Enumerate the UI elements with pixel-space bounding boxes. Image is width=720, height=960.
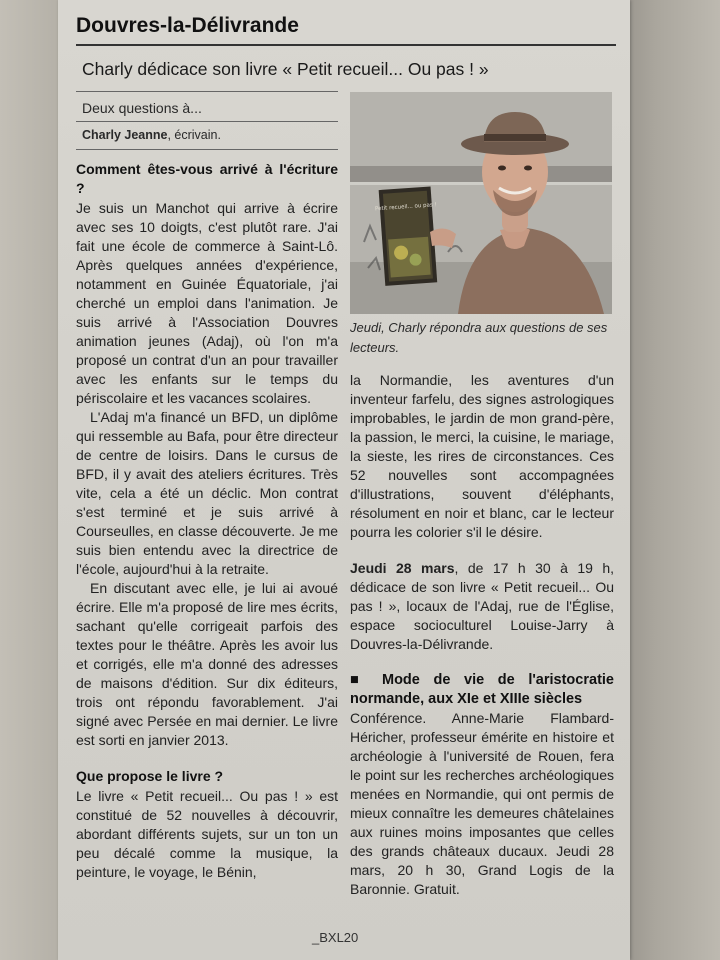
background-left [0, 0, 62, 960]
event-date: Jeudi 28 mars [350, 560, 455, 576]
section-title: Douvres-la-Délivrande [76, 14, 299, 37]
answer-2-paragraph-right: la Normandie, les aventures d'un inventeur farfelu, des signes astrologiques improbables, le jardin de mon grand-père, la passion, le merci, la cuisine, le mariage, la sieste, les rires de circonstances. Ces 52 nouvelles sont accompagnées d'illustrations, souvent d'éléphants, résolument en noir et blanc, car le lecteur pourra les colorier s'il le désire. [350, 372, 614, 540]
answer-1-paragraph-2: L'Adaj m'a financé un BFD, un diplôme qui ressemble au Bafa, pour être directeur de centre de loisirs. Dans le cursus de BFD, il y avait des ateliers écritures. Très vite, cela a été un déclic. Mon contrat s'est terminé et je suis arrivé à Courseulles, en classe découverte. Je me suis bien entendu avec la directrice de l'école, aujourd'hui à la retraite. [76, 409, 338, 577]
author-role: , écrivain. [167, 128, 221, 142]
background-right [628, 0, 720, 960]
section-rule [76, 44, 616, 46]
photo-caption: Jeudi, Charly répondra aux questions de ses lecteurs. [350, 320, 608, 355]
interview-rule-mid [76, 121, 338, 122]
brief-title [350, 671, 614, 709]
answer-1-paragraph-1: Je suis un Manchot qui arrive à écrire avec ses 10 doigts, c'est plutôt rare. J'ai fait une école de commerce à Saint-Lô. Après quelques années d'expérience, notamment en Guinée Équatoriale, j'ai cherché un emploi dans l'animation. Je suis arrivé à l'Association Douvres animation jeunes (Adaj), où l'on m'a proposé un contrat d'un an pour travailler avec les enfants sur le temps du périscolaire et les vacances scolaires. [76, 200, 338, 406]
event-info [350, 559, 614, 654]
headline: Charly dédicace son livre « Petit recueil... Ou pas ! » [82, 59, 489, 79]
author-name: Charly Jeanne [82, 128, 168, 142]
interview-rule-top [76, 91, 338, 92]
interview-rule-bottom [76, 149, 338, 150]
answer-1-paragraph-3: En discutant avec elle, je lui ai avoué écrire. Elle m'a proposé de lire mes écrits, sachant qu'elle corrigeait parfois des textes pour le théâtre. Après les avoir lus et corrigés, elle m'a donné des adresses de maisons d'édition. Sur dix éditeurs, trois ont répondu favorablement. J'ai signé avec Persée en mai dernier. Le livre est sorti en janvier 2013. [76, 580, 338, 748]
interview-intro: Deux questions à... [82, 100, 202, 116]
book-title-text: Petit recueil... ou pas ! [374, 202, 437, 213]
event-text: , de 17 h 30 à 19 h, dédicace de son livre « Petit recueil... Ou pas ! », locaux de l'Adaj, rue de l'Église, espace socioculturel Louise-Jarry à Douvres-la-Délivrande. [350, 560, 615, 652]
author-portrait-image [350, 92, 612, 314]
question-2: Que propose le livre ? [76, 768, 224, 784]
page-footer-code: _BXL20 [312, 930, 359, 945]
answer-2-paragraph-left: Le livre « Petit recueil... Ou pas ! » est constitué de 52 nouvelles à découvrir, abordant différents sujets, sur un ton un peu décalé comme la musique, la peinture, le voyage, le Bénin, [76, 788, 338, 880]
newspaper-clipping [58, 0, 630, 960]
author-photo [350, 92, 612, 314]
right-column [350, 371, 614, 899]
left-column [76, 160, 338, 882]
interview-byline [82, 128, 221, 142]
brief-text: Conférence. Anne-Marie Flambard-Héricher, professeur émérite en histoire et archéologie à l'université de Rouen, fera le point sur les recherches archéologiques menées en Normandie, qui ont permis de mieux connaître les demeures châtelaines aux ruines moins imposantes que celles des grands châteaux ducaux. Jeudi 28 mars, 20 h 30, Grand Logis de la Baronnie. Gratuit. [350, 710, 614, 897]
question-1: Comment êtes-vous arrivé à l'écriture ? [76, 161, 338, 196]
brief-title-text: Mode de vie de l'aristocratie normande, aux XIe et XIIIe siècles [350, 672, 614, 707]
bullet-icon: ■ [350, 672, 369, 688]
